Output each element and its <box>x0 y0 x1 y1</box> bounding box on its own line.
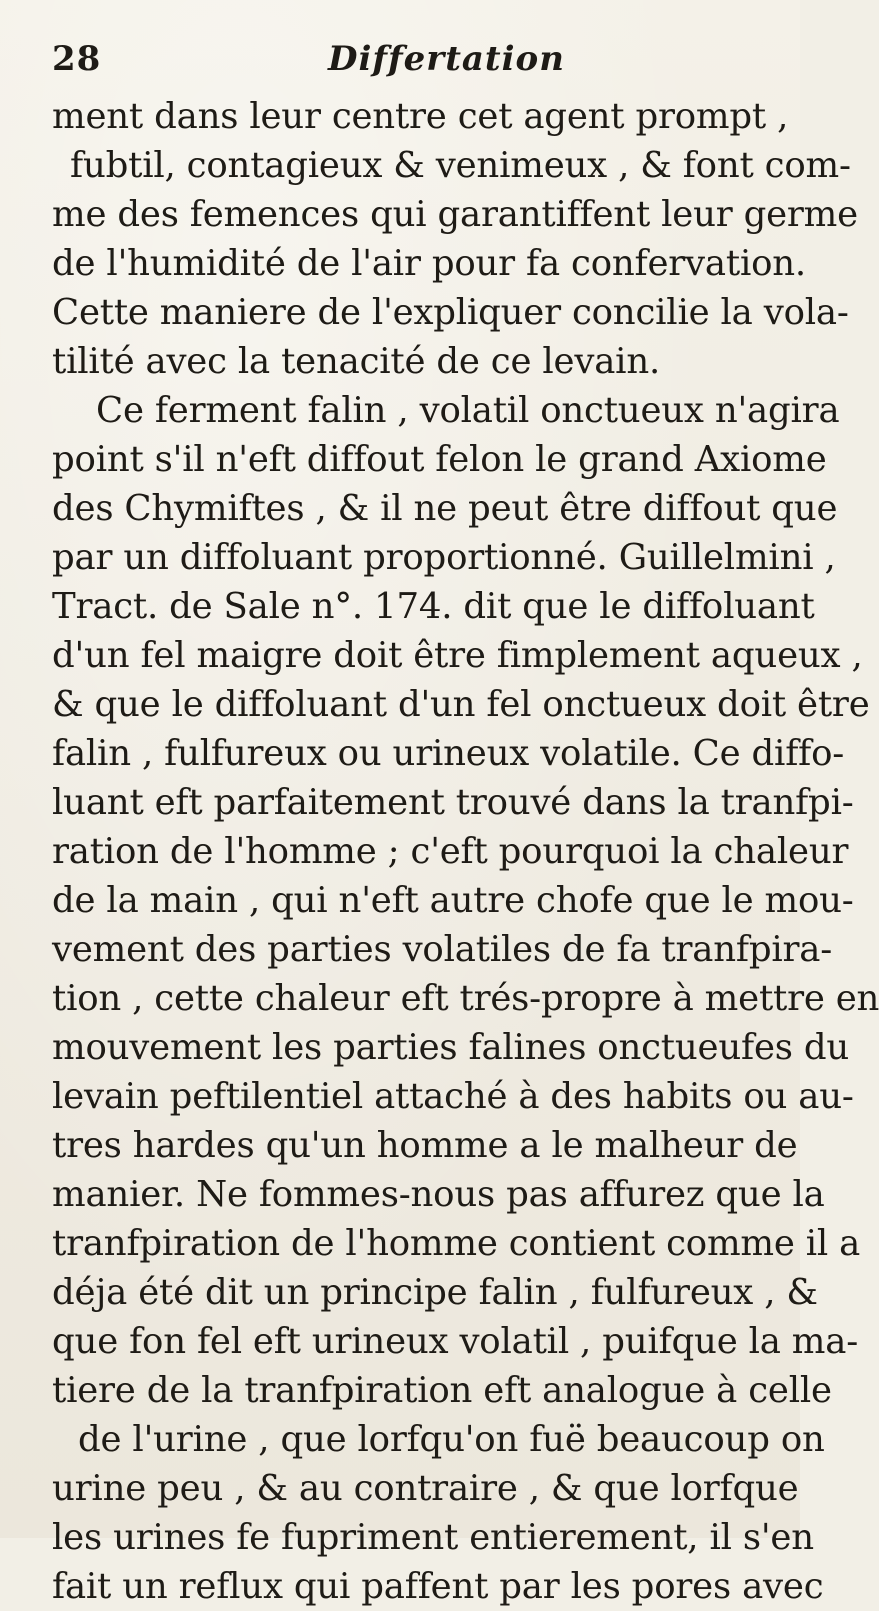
text-line: d'un fel maigre doit être fimplement aqueux , <box>52 635 863 676</box>
text-line: ration de l'homme ; c'eft pourquoi la chaleur <box>52 831 849 872</box>
text-line: des Chymiftes , & il ne peut être diffout que <box>52 488 838 529</box>
running-head <box>52 34 760 84</box>
body-text <box>52 92 879 1611</box>
text-line: levain peftilentiel attaché à des habits ou au- <box>52 1076 854 1117</box>
text-line: que fon fel eft urineux volatil , puifque la ma- <box>52 1321 859 1362</box>
text-line: falin , fulfureux ou urineux volatile. Ce diffo- <box>52 733 845 774</box>
text-line: luant eft parfaitement trouvé dans la tranfpi- <box>52 782 854 823</box>
text-line: Cette maniere de l'expliquer concilie la vola- <box>52 292 849 333</box>
text-line: manier. Ne fommes-nous pas affurez que la <box>52 1174 825 1215</box>
page-number: 28 <box>52 39 102 79</box>
text-line: déja été dit un principe falin , fulfureux , & <box>52 1272 818 1313</box>
text-line: me des femences qui garantiffent leur germe <box>52 194 858 235</box>
text-line: vement des parties volatiles de fa tranfpira- <box>52 929 833 970</box>
text-line: point s'il n'eft diffout felon le grand Axiome <box>52 439 827 480</box>
text-line: de la main , qui n'eft autre chofe que le mou- <box>52 880 854 921</box>
text-line: Ce ferment falin , volatil onctueux n'agira <box>96 390 840 431</box>
running-title: Differtation <box>328 39 565 79</box>
text-line: tiere de la tranfpiration eft analogue à celle <box>52 1370 832 1411</box>
text-line: tion , cette chaleur eft trés-propre à mettre en <box>52 978 879 1019</box>
text-line: urine peu , & au contraire , & que lorfque <box>52 1468 799 1509</box>
text-line: par un diffoluant proportionné. Guillelmini , <box>52 537 836 578</box>
text-line: & que le diffoluant d'un fel onctueux doit être <box>52 684 870 725</box>
text-line: tilité avec la tenacité de ce levain. <box>52 341 661 382</box>
text-line: mouvement les parties falines onctueufes du <box>52 1027 850 1068</box>
text-line: Tract. de Sale n°. 174. dit que le diffoluant <box>52 586 815 627</box>
text-line: tres hardes qu'un homme a le malheur de <box>52 1125 798 1166</box>
text-line: tranfpiration de l'homme contient comme il a <box>52 1223 861 1264</box>
text-line: fubtil, contagieux & venimeux , & font com- <box>70 145 851 186</box>
text-line: de l'urine , que lorfqu'on fuë beaucoup on <box>78 1419 825 1460</box>
text-line: ment dans leur centre cet agent prompt , <box>52 96 789 137</box>
text-line: fait un reflux qui paffent par les pores avec <box>52 1566 824 1607</box>
text-line: les urines fe fupriment entierement, il s'en <box>52 1517 814 1558</box>
text-line: de l'humidité de l'air pour fa confervation. <box>52 243 807 284</box>
